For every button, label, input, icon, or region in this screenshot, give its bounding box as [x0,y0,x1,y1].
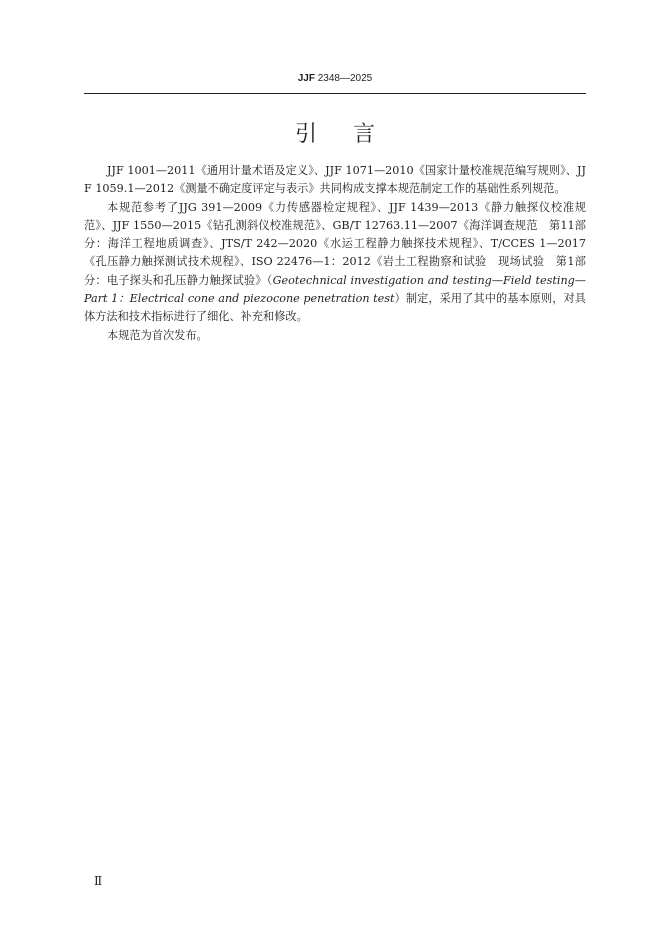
paragraph-first-release: 本规范为首次发布。 [107,328,208,342]
header-code-prefix: JJF [297,73,315,84]
page-number: Ⅱ [94,874,103,888]
references-conclusion: ）制定，采用了其中的基本原则，对具体方法和技术指标进行了细化、补充和修改。 [84,292,586,324]
references-text: 本规范参考了JJG 391—2009《力传感器检定规程》、JJF 1439—2013《静力触探仪校准规范》、JJF 1550—2015《钻孔测斜仪校准规范》、GB/T 12763.11—2007《海洋调查规范 第11部分：海洋工程地质调查》、JTS/T 242—2020《水运工程静力触探技术规程》、T/CCES 1—2017《孔压静力触探测试技术规程》、ISO 22476—1：2012《岩土工程勘察和试验 现场试验 第1部分：电子探头和孔压静力触探试验》（ [84,200,586,287]
header-rule [84,93,586,94]
running-header [84,73,586,85]
iso-english-title: Geotechnical investigation and testing—Field testing—Part 1：Electrical cone and piezocone penetration test [84,273,586,306]
paragraph-references [84,199,586,327]
header-code-number: 2348—2025 [314,73,373,84]
body-text [84,162,586,345]
page-title: 引言 [294,122,411,147]
paragraph-foundation: JJF 1001—2011《通用计量术语及定义》、JJF 1071—2010《国家计量校准规范编写规则》、JJF 1059.1—2012《测量不确定度评定与表示》共同构成支撑本规范制定工作的基础性系列规范。 [84,164,586,196]
